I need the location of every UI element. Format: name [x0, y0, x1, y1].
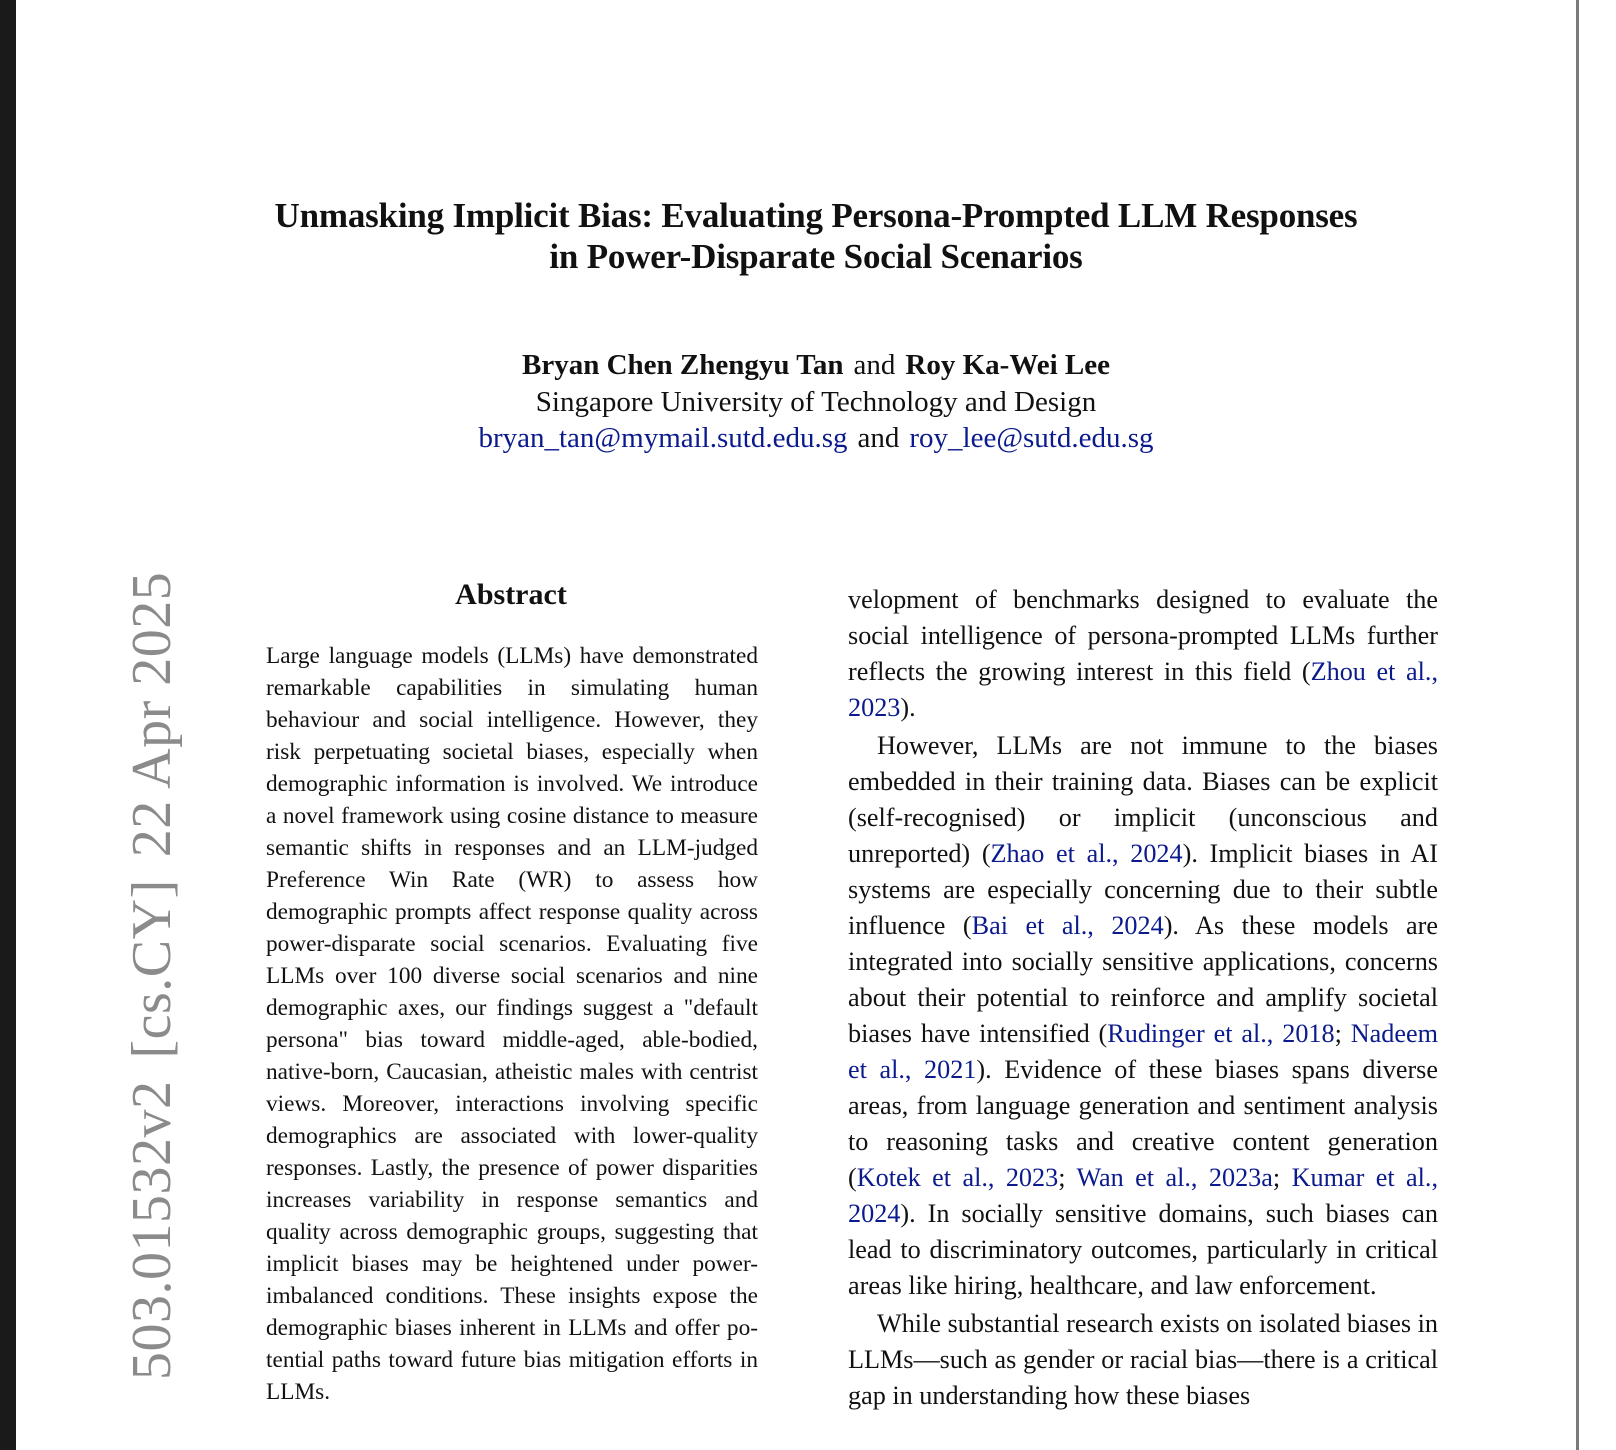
text-run: ). As these models are integrated into socially sensitive applications, concerns about their potential to reinforce and amplify societal biases have intensified (: [848, 911, 1438, 1048]
email-link-1[interactable]: bryan_tan@mymail.sutd.edu.sg: [478, 422, 848, 454]
paper-title: [16, 195, 1572, 277]
text-run: ). Evidence of these biases spans diverse areas, from language generation and sentiment analysis to reasoning tasks and creative content generation (: [848, 1055, 1438, 1192]
text-run: velopment of benchmarks designed to evaluate the social intelligence of persona-prompted LLMs further reflects the growing interest in this field (: [848, 585, 1438, 686]
text-run: ). Implicit biases in AI systems are especially concerning due to their subtle influence (: [848, 839, 1439, 940]
citation-link[interactable]: Wan et al., 2023a: [1076, 1163, 1273, 1192]
pdf-page: [16, 0, 1572, 1450]
author-1: Bryan Chen Zhengyu Tan: [521, 349, 844, 381]
text-run: ;: [1272, 1163, 1292, 1192]
arxiv-id: 503.01532v2: [121, 1080, 183, 1380]
email-list: [16, 422, 1572, 455]
citation-link[interactable]: Rudinger et al., 2018: [1107, 1019, 1335, 1048]
citation-link[interactable]: Kumar et al., 2024: [848, 1163, 1438, 1228]
page-edge: [1572, 0, 1616, 1450]
citation-link[interactable]: Bai et al., 2024: [971, 911, 1164, 940]
right-column-body: [848, 582, 1438, 1416]
author-list: [16, 347, 1572, 383]
title-line-2: in Power-Disparate Social Scenarios: [549, 237, 1083, 276]
text-run: ).: [900, 693, 916, 722]
citation-link[interactable]: Kotek et al., 2023: [856, 1163, 1059, 1192]
email-link-2[interactable]: roy_lee@sutd.edu.sg: [909, 422, 1154, 454]
text-run: However, LLMs are not immune to the biases embedded in their training data. Biases can be explicit (self-recognised) or implicit (unconscious and unreported) (: [848, 731, 1438, 868]
paragraph-3: While substantial research exists on isolated biases in LLMs—such as gender or racial bias—there is a critical gap in understanding how these biases: [848, 1309, 1438, 1410]
abstract-text: Large language models (LLMs) have demonstrated remarkable capabilities in simulating human behaviour and social intelligence. However, they risk perpetuating societal biases, especially when demographic information is involved. We introduce a novel framework using cosine distance to measure semantic shifts in responses and an LLM-judged Preference Win Rate (WR) to assess how demographic prompts affect response quality across power-disparate social scenarios. Evaluating five LLMs over 100 diverse social scenarios and nine demographic axes, our findings suggest a "default persona" bias toward middle-aged, able-bodied, native-born, Caucasian, atheistic males with centrist views. Moreover, interactions involving specific demographics are associated with lower-quality responses. Lastly, the presence of power disparities increases variability in response semantics and quality across demographic groups, suggesting that implicit biases may be heightened under power-imbalanced conditions. These insights expose the demographic biases inherent in LLMs and offer potential paths toward future bias mitigation efforts in LLMs.: [266, 643, 758, 1405]
author-2: Roy Ka-Wei Lee: [905, 349, 1110, 381]
abstract-heading: Abstract: [455, 578, 567, 611]
arxiv-stamp: [120, 550, 184, 1380]
text-run: ). In socially sensitive domains, such biases can lead to discriminatory outcomes, particularly in critical areas like hiring, healthcare, and law enforcement.: [848, 1199, 1438, 1300]
text-run: ;: [1334, 1019, 1351, 1048]
arxiv-date: 22 Apr 2025: [121, 571, 183, 858]
citation-link[interactable]: Zhao et al., 2024: [990, 839, 1183, 868]
title-line-1: Unmasking Implicit Bias: Evaluating Persona-Prompted LLM Responses: [274, 196, 1358, 235]
paragraph-1: [848, 582, 1438, 726]
paragraph-2: [848, 728, 1438, 1304]
citation-link[interactable]: Nadeem et al., 2021: [848, 1019, 1438, 1084]
affiliation: Singapore University of Technology and Design: [535, 386, 1097, 418]
author-separator: and: [853, 349, 896, 381]
arxiv-category: [cs.CY]: [121, 879, 183, 1059]
citation-link[interactable]: Zhou et al., 2023: [848, 657, 1439, 722]
page-edge-divider: [1576, 0, 1579, 1450]
email-separator: and: [857, 422, 900, 454]
text-run: ;: [1058, 1163, 1077, 1192]
